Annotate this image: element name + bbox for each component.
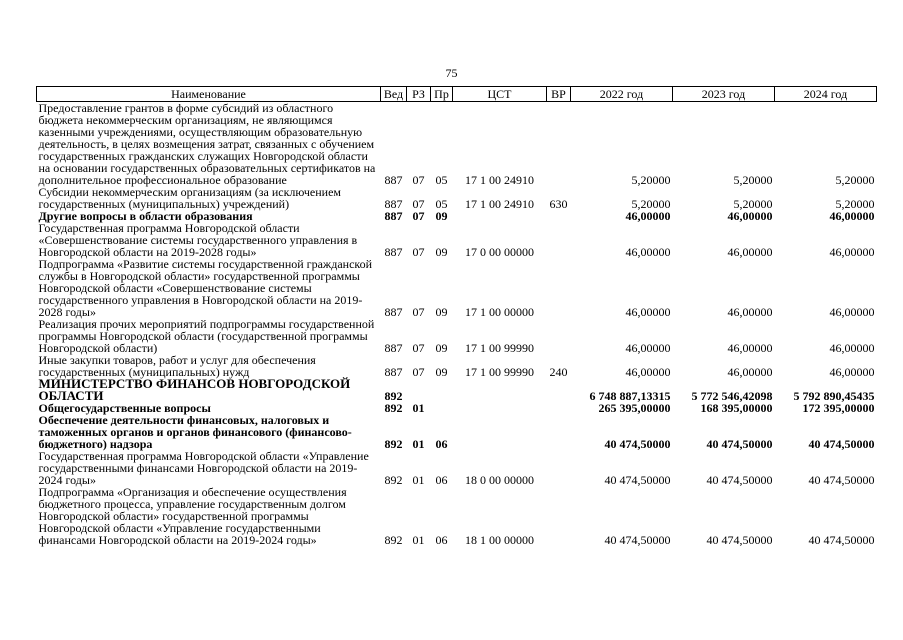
row-amount-2023: 40 474,50000: [706, 533, 773, 547]
row-amount-2024: 46,00000: [829, 209, 875, 223]
row-pr: 06: [435, 533, 448, 547]
row-amount-2023: 46,00000: [727, 305, 773, 319]
row-pr: 05: [435, 197, 448, 211]
row-cst: 17 1 00 00000: [465, 305, 534, 319]
row-pr: 09: [435, 209, 448, 223]
row-vr: [547, 450, 571, 486]
row-ved: 892: [384, 389, 403, 403]
row-amount-2023: 5,20000: [733, 197, 773, 211]
row-rz: 07: [412, 245, 425, 259]
table-row: [37, 258, 877, 318]
row-ved: 887: [384, 245, 403, 259]
row-amount-2023: 168 395,00000: [700, 401, 773, 415]
row-amount-2023: 40 474,50000: [706, 437, 773, 451]
row-ved: 887: [384, 209, 403, 223]
row-vr: [547, 102, 571, 187]
row-pr: 06: [435, 437, 448, 451]
row-amount-2023: 40 474,50000: [706, 473, 773, 487]
header-2024: 2024 год: [775, 87, 877, 102]
budget-table: [36, 86, 877, 546]
table-row: [37, 102, 877, 187]
row-rz: 07: [412, 173, 425, 187]
row-amount-2023: 5 772 546,42098: [691, 389, 773, 403]
row-ved: 892: [384, 437, 403, 451]
row-vr: [547, 318, 571, 354]
row-amount-2023: 5,20000: [733, 173, 773, 187]
row-ved: 887: [384, 197, 403, 211]
row-cst: [453, 378, 547, 402]
row-rz: 01: [412, 473, 425, 487]
row-name: МИНИСТЕРСТВО ФИНАНСОВ НОВГОРОДСКОЙ ОБЛАСТИ: [38, 376, 351, 403]
row-rz: 01: [412, 533, 425, 547]
table-row: [37, 450, 877, 486]
row-amount-2022: 46,00000: [625, 365, 671, 379]
row-amount-2022: 5,20000: [631, 173, 671, 187]
row-amount-2024: 46,00000: [829, 365, 875, 379]
row-ved: 887: [384, 365, 403, 379]
row-cst: 17 1 00 99990: [465, 341, 534, 355]
row-amount-2022: 46,00000: [625, 305, 671, 319]
row-cst: 18 0 00 00000: [465, 473, 534, 487]
row-vr: [547, 486, 571, 546]
row-ved: 887: [384, 305, 403, 319]
row-rz: 07: [412, 341, 425, 355]
row-pr: 09: [435, 245, 448, 259]
header-name: Наименование: [37, 87, 381, 102]
row-amount-2024: 5 792 890,45435: [793, 389, 875, 403]
row-name: Иные закупки товаров, работ и услуг для обеспечения государственных (муниципальных) нужд: [38, 353, 316, 379]
row-cst: [453, 414, 547, 450]
row-ved: 892: [384, 473, 403, 487]
row-rz: 01: [412, 401, 425, 415]
table-header-row: [37, 87, 877, 102]
row-rz: 07: [412, 365, 425, 379]
row-amount-2024: 46,00000: [829, 305, 875, 319]
row-amount-2022: 40 474,50000: [604, 473, 671, 487]
row-ved: 892: [384, 401, 403, 415]
row-amount-2022: 46,00000: [625, 341, 671, 355]
row-amount-2024: 46,00000: [829, 341, 875, 355]
row-amount-2024: 5,20000: [835, 197, 875, 211]
row-ved: 892: [384, 533, 403, 547]
row-amount-2023: 46,00000: [727, 341, 773, 355]
header-pr: Пр: [431, 87, 453, 102]
row-name: Предоставление грантов в форме субсидий из областного бюджета некоммерческим организациям, не являющимся казенными учреждениями, осуществляющим образовательную деятельность, в целях возмещения затрат, связанных с обучением государственных гражданских служащих Новгородской области на основании государственных образовательных сертификатов на дополнительное профессиональное образование: [38, 101, 376, 187]
row-amount-2024: 40 474,50000: [808, 473, 875, 487]
row-amount-2023: 46,00000: [727, 365, 773, 379]
row-amount-2022: 6 748 887,13315: [589, 389, 671, 403]
table-row: [37, 354, 877, 378]
row-ved: 887: [384, 341, 403, 355]
row-cst: 18 1 00 00000: [465, 533, 534, 547]
row-rz: 01: [412, 437, 425, 451]
header-2022: 2022 год: [571, 87, 673, 102]
row-amount-2022: 40 474,50000: [604, 437, 671, 451]
row-amount-2022: 46,00000: [625, 209, 671, 223]
row-amount-2022: 46,00000: [625, 245, 671, 259]
row-amount-2022: 40 474,50000: [604, 533, 671, 547]
row-rz: 07: [412, 197, 425, 211]
row-cst: 17 1 00 99990: [465, 365, 534, 379]
row-rz: 07: [412, 305, 425, 319]
row-name: Государственная программа Новгородской области «Совершенствование системы государственного управления в Новгородской области на 2019-2028 годы»: [38, 221, 358, 259]
table-row: [37, 378, 877, 402]
header-cst: ЦСТ: [453, 87, 547, 102]
row-amount-2022: 265 395,00000: [598, 401, 671, 415]
row-vr: [547, 378, 571, 402]
header-vr: ВР: [547, 87, 571, 102]
row-amount-2022: 5,20000: [631, 197, 671, 211]
row-name: Государственная программа Новгородской области «Управление государственными финансами Новгородской области на 2019-2024 годы»: [38, 449, 369, 487]
page-number: 75: [445, 66, 458, 80]
row-amount-2024: 172 395,00000: [802, 401, 875, 415]
table-row: [37, 486, 877, 546]
row-vr: [547, 210, 571, 222]
table-row: [37, 186, 877, 210]
row-name: Субсидии некоммерческим организациям (за исключением государственных (муниципальных) учреждений): [38, 185, 342, 211]
row-vr: [547, 402, 571, 414]
row-pr: [431, 402, 453, 414]
row-name: Другие вопросы в области образования: [38, 209, 253, 223]
row-vr: 630: [549, 197, 568, 211]
row-cst: 17 0 00 00000: [465, 245, 534, 259]
row-vr: [547, 258, 571, 318]
row-rz: 07: [412, 209, 425, 223]
row-amount-2024: 40 474,50000: [808, 533, 875, 547]
row-amount-2023: 46,00000: [727, 245, 773, 259]
row-pr: 09: [435, 341, 448, 355]
row-vr: 240: [549, 365, 568, 379]
table-row: [37, 414, 877, 450]
row-cst: 17 1 00 24910: [465, 197, 534, 211]
table-row: [37, 222, 877, 258]
row-name: Реализация прочих мероприятий подпрограммы государственной программы Новгородской области (государственной программы Новгородской области): [38, 317, 375, 355]
row-pr: 05: [435, 173, 448, 187]
row-vr: [547, 414, 571, 450]
row-pr: [431, 378, 453, 402]
row-rz: [407, 378, 431, 402]
row-name: Подпрограмма «Развитие системы государственной гражданской службы в Новгородской области» государственной программы Новгородской области «Совершенствование системы государственного управления в Новгородской области на 2019-2028 годы»: [38, 257, 373, 319]
row-name: Обеспечение деятельности финансовых, налоговых и таможенных органов и органов финансового (финансово-бюджетного) надзора: [38, 413, 352, 451]
header-ved: Вед: [381, 87, 407, 102]
row-name: Общегосударственные вопросы: [38, 401, 211, 415]
row-pr: 09: [435, 305, 448, 319]
row-ved: 887: [384, 173, 403, 187]
header-rz: РЗ: [407, 87, 431, 102]
row-amount-2023: 46,00000: [727, 209, 773, 223]
row-cst: 17 1 00 24910: [465, 173, 534, 187]
row-cst: [453, 210, 547, 222]
row-name: Подпрограмма «Организация и обеспечение осуществления бюджетного процесса, управление государственным долгом Новгородской области» государственной программы Новгородской области «Управление государственными финансами Новгородской области на 2019-2024 годы»: [38, 485, 347, 547]
row-amount-2024: 5,20000: [835, 173, 875, 187]
row-cst: [453, 402, 547, 414]
table-row: [37, 318, 877, 354]
row-amount-2024: 46,00000: [829, 245, 875, 259]
row-vr: [547, 222, 571, 258]
row-pr: 09: [435, 365, 448, 379]
row-pr: 06: [435, 473, 448, 487]
header-2023: 2023 год: [673, 87, 775, 102]
row-amount-2024: 40 474,50000: [808, 437, 875, 451]
